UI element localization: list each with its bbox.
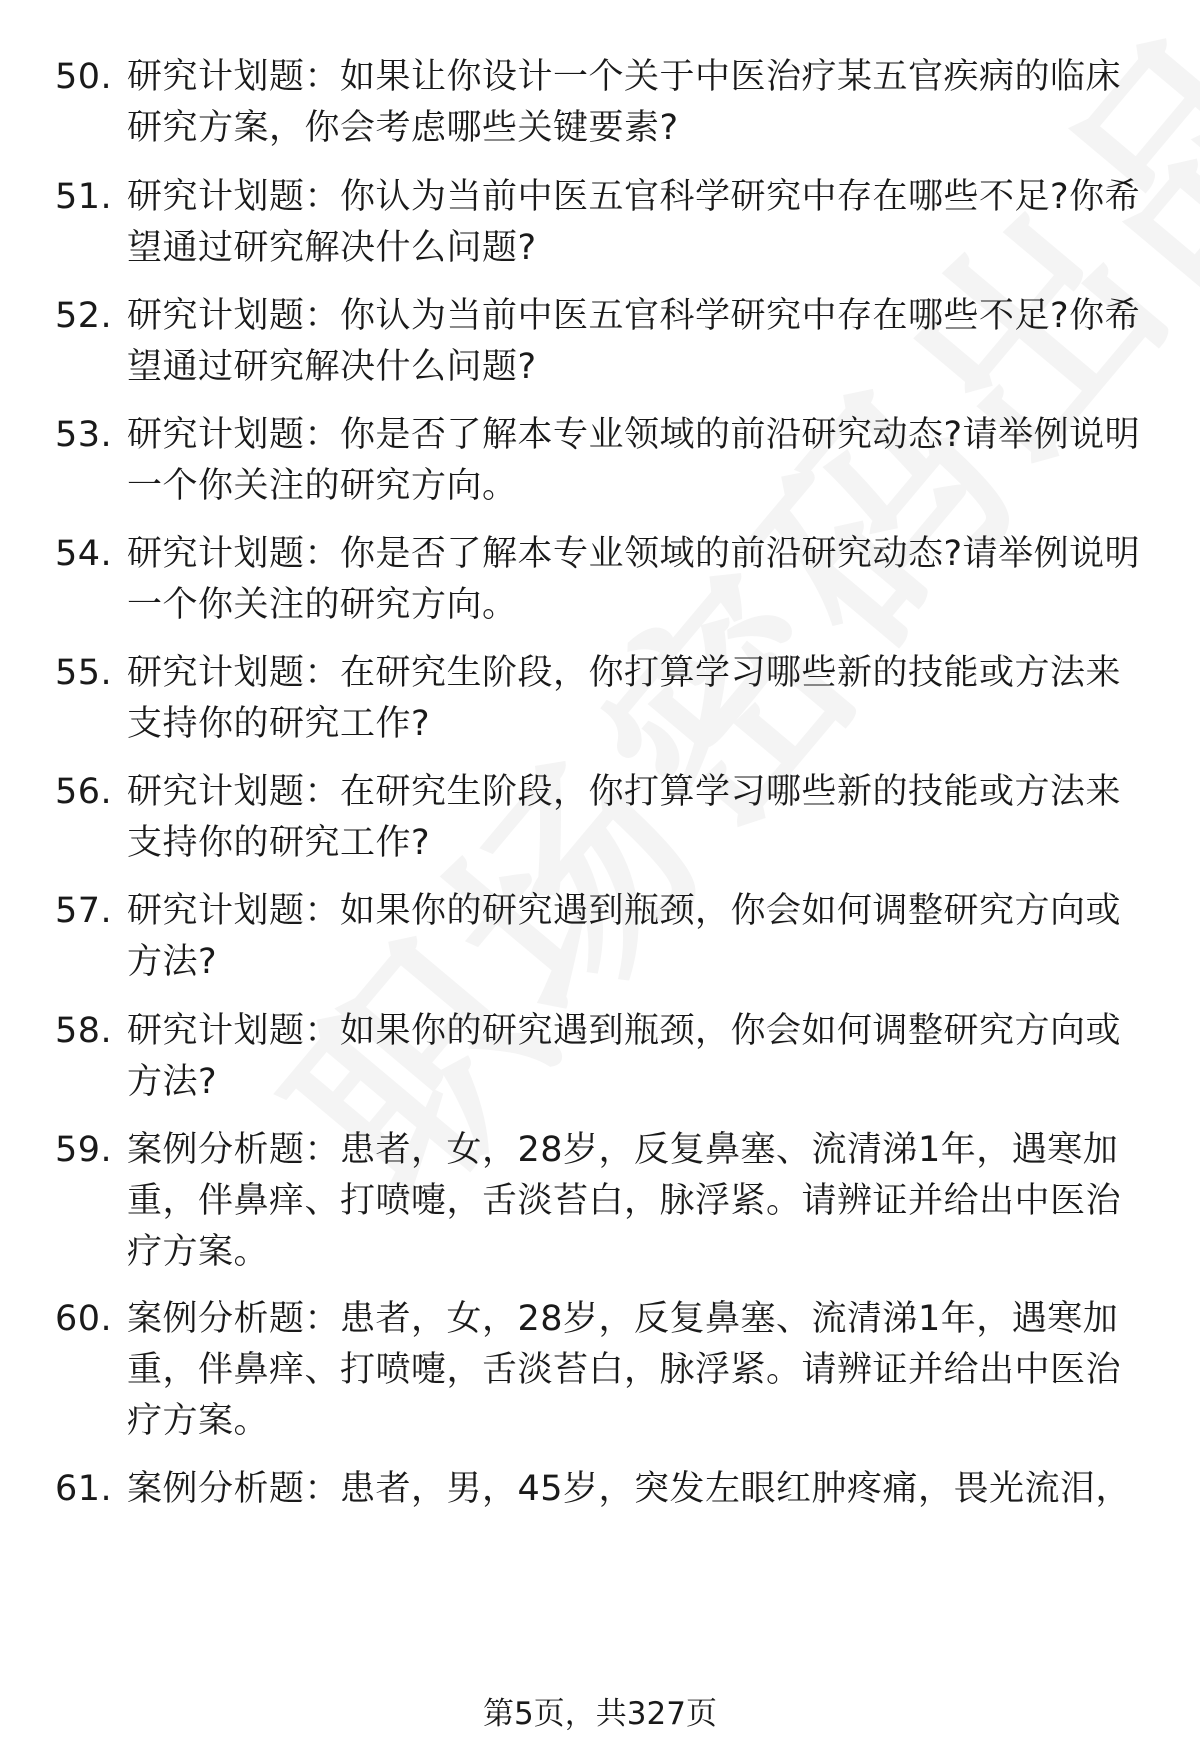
question-text: 研究计划题：你是否了解本专业领域的前沿研究动态?请举例说明一个你关注的研究方向。 [127,415,1141,506]
question-item [55,291,1145,393]
question-number: 52. [55,296,113,336]
question-item [55,172,1145,274]
question-number: 59. [55,1130,113,1170]
question-text: 案例分析题：患者，女，28岁，反复鼻塞、流清涕1年，遇寒加重，伴鼻痒、打喷嚏，舌淡苔白，脉浮紧。请辨证并给出中医治疗方案。 [127,1299,1122,1441]
question-item [55,52,1145,154]
question-text: 研究计划题：在研究生阶段，你打算学习哪些新的技能或方法来支持你的研究工作? [127,772,1122,863]
question-number: 61. [55,1469,113,1509]
question-number: 58. [55,1011,113,1051]
question-item [55,1006,1145,1108]
question-item [55,767,1145,869]
question-item [55,1294,1145,1447]
question-text: 研究计划题：你认为当前中医五官科学研究中存在哪些不足?你希望通过研究解决什么问题? [127,296,1141,387]
question-text: 案例分析题：患者，女，28岁，反复鼻塞、流清涕1年，遇寒加重，伴鼻痒、打喷嚏，舌淡苔白，脉浮紧。请辨证并给出中医治疗方案。 [127,1130,1122,1272]
question-number: 50. [55,57,113,97]
question-item [55,1125,1145,1278]
question-text: 研究计划题：如果你的研究遇到瓶颈，你会如何调整研究方向或方法? [127,891,1122,982]
question-item [55,410,1145,512]
question-text: 研究计划题：你认为当前中医五官科学研究中存在哪些不足?你希望通过研究解决什么问题? [127,177,1141,268]
question-item [55,529,1145,631]
question-text: 案例分析题：患者，男，45岁，突发左眼红肿疼痛，畏光流泪， [127,1469,1132,1509]
question-number: 57. [55,891,113,931]
question-item [55,886,1145,988]
question-text: 研究计划题：如果让你设计一个关于中医治疗某五官疾病的临床研究方案，你会考虑哪些关键要素? [127,57,1122,148]
question-number: 56. [55,772,113,812]
question-item [55,648,1145,750]
question-number: 60. [55,1299,113,1339]
question-item [55,1464,1145,1515]
question-text: 研究计划题：如果你的研究遇到瓶颈，你会如何调整研究方向或方法? [127,1011,1122,1102]
question-number: 51. [55,177,113,217]
question-number: 53. [55,415,113,455]
question-number: 55. [55,653,113,693]
question-text: 研究计划题：在研究生阶段，你打算学习哪些新的技能或方法来支持你的研究工作? [127,653,1122,744]
question-text: 研究计划题：你是否了解本专业领域的前沿研究动态?请举例说明一个你关注的研究方向。 [127,534,1141,625]
question-number: 54. [55,534,113,574]
page-footer: 第5页，共327页 [483,1696,717,1732]
